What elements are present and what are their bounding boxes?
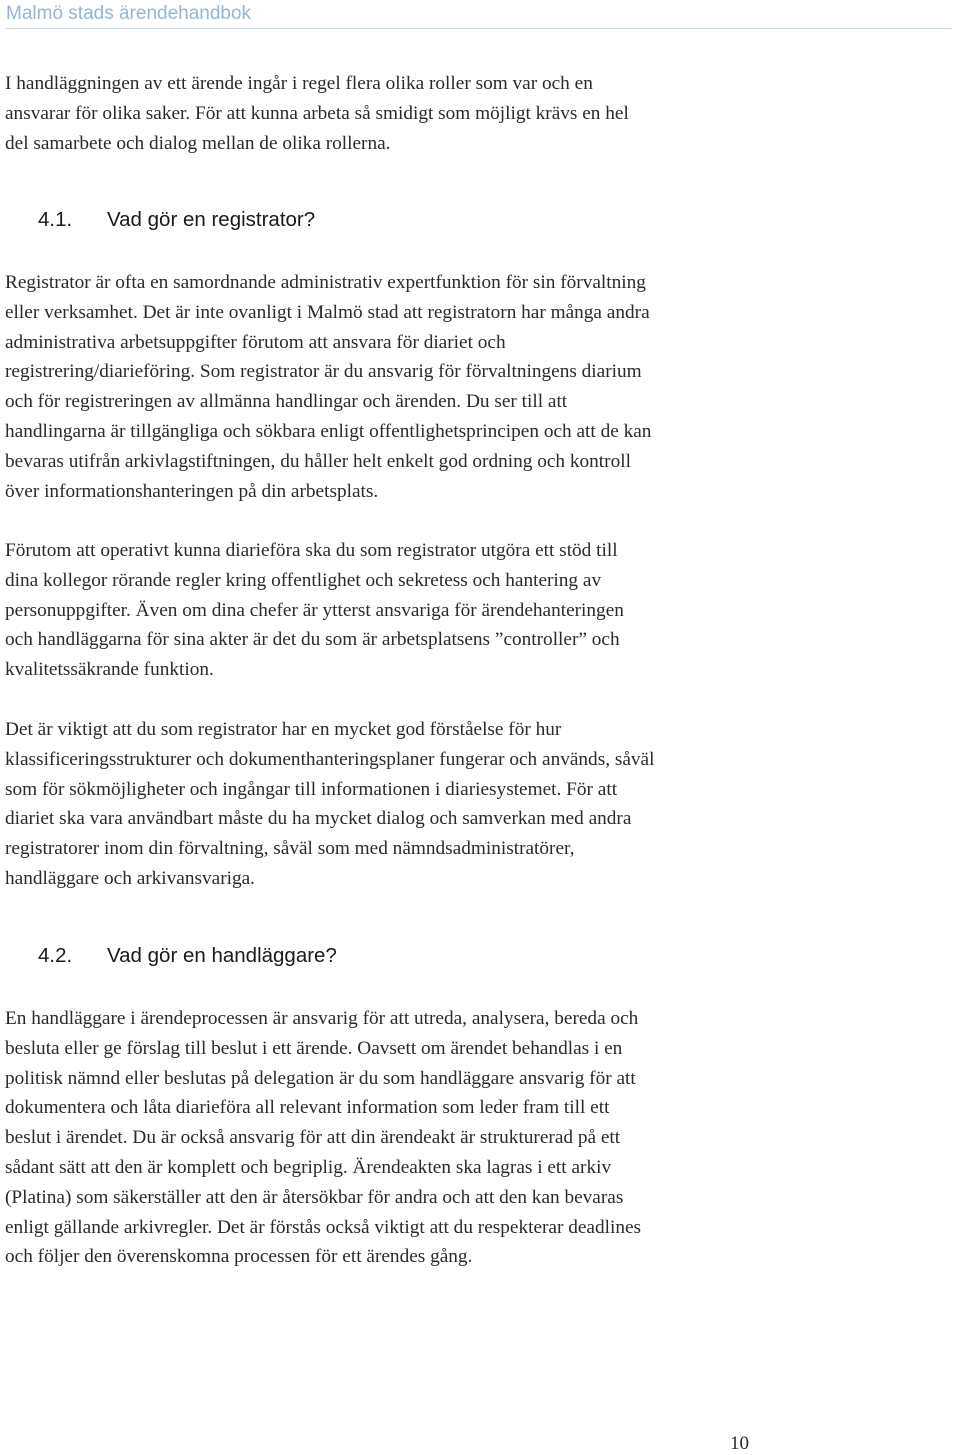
text-line: sådant sätt att den är komplett och begriplig. Ärendeakten ska lagras i ett arkiv (5, 1156, 612, 1178)
section-number: 4.2. (38, 944, 73, 967)
body-paragraph (5, 268, 765, 506)
text-line: eller verksamhet. Det är inte ovanligt i Malmö stad att registratorn har många andra (5, 301, 650, 323)
text-line: och handläggarna för sina akter är det du som är arbetsplatsens ”controller” och (5, 629, 620, 651)
section-title: Vad gör en handläggare? (107, 944, 337, 967)
text-line: beslut i ärendet. Du är också ansvarig för att din ärendeakt är strukturerad på ett (5, 1127, 621, 1149)
text-line: handlingarna är tillgängliga och sökbara enligt offentlighetsprincipen och att de kan (5, 420, 652, 442)
body-paragraph (5, 715, 765, 894)
document-title: Malmö stads ärendehandbok (6, 3, 252, 24)
text-line: klassificeringsstrukturer och dokumenthanteringsplaner fungerar och används, såväl (5, 748, 655, 770)
text-line: och följer den överenskomna processen för ett ärendes gång. (5, 1246, 473, 1268)
section-heading-handlaggare (38, 944, 337, 968)
section-heading-registrator (38, 208, 315, 232)
section-number: 4.1. (38, 208, 73, 231)
text-line: enligt gällande arkivregler. Det är förstås också viktigt att du respekterar deadlines (5, 1216, 642, 1238)
text-line: handläggare och arkivansvariga. (5, 867, 256, 889)
text-line: politisk nämnd eller beslutas på delegation är du som handläggare ansvarig för att (5, 1067, 636, 1089)
text-line: Registrator är ofta en samordnande administrativ expertfunktion för sin förvaltning (5, 272, 646, 293)
text-line: bevaras utifrån arkivlagstiftningen, du håller helt enkelt god ordning och kontroll (5, 450, 631, 472)
body-paragraph (5, 1004, 765, 1272)
intro-paragraph (5, 69, 765, 158)
text-line: diariet ska vara användbart måste du ha mycket dialog och samverkan med andra (5, 808, 632, 830)
text-line: Det är viktigt att du som registrator har en mycket god förståelse för hur (5, 719, 562, 740)
text-line: och för registreringen av allmänna handlingar och ärenden. Du ser till att (5, 391, 568, 413)
text-line: del samarbete och dialog mellan de olika rollerna. (5, 132, 391, 154)
text-line: registrering/diarieföring. Som registrator är du ansvarig för förvaltningens diarium (5, 361, 642, 383)
text-line: administrativa arbetsuppgifter förutom att ansvara för diariet och (5, 331, 506, 353)
text-line: ansvarar för olika saker. För att kunna arbeta så smidigt som möjligt krävs en hel (5, 102, 629, 124)
text-line: En handläggare i ärendeprocessen är ansvarig för att utreda, analysera, bereda och (5, 1008, 639, 1029)
page-number: 10 (730, 1433, 749, 1454)
text-line: dokumentera och låta diarieföra all relevant information som leder fram till ett (5, 1097, 610, 1119)
text-line: besluta eller ge förslag till beslut i ett ärende. Oavsett om ärendet behandlas i en (5, 1037, 623, 1059)
text-line: som för sökmöjligheter och ingångar till informationen i diariesystemet. För att (5, 778, 618, 800)
text-line: personuppgifter. Även om dina chefer är ytterst ansvariga för ärendehanteringen (5, 599, 624, 621)
section-title: Vad gör en registrator? (107, 208, 316, 231)
text-line: Förutom att operativt kunna diarieföra ska du som registrator utgöra ett stöd till (5, 540, 618, 561)
text-line: över informationshanteringen på din arbetsplats. (5, 480, 379, 502)
text-line: (Platina) som säkerställer att den är återsökbar för andra och att den kan bevaras (5, 1186, 624, 1208)
text-line: I handläggningen av ett ärende ingår i regel flera olika roller som var och en (5, 73, 593, 94)
body-paragraph (5, 536, 765, 685)
text-line: dina kollegor rörande regler kring offentlighet och sekretess och hantering av (5, 569, 602, 591)
text-line: kvalitetssäkrande funktion. (5, 659, 214, 681)
text-line: registratorer inom din förvaltning, såväl som med nämndsadministratörer, (5, 838, 575, 860)
running-header (6, 2, 952, 29)
